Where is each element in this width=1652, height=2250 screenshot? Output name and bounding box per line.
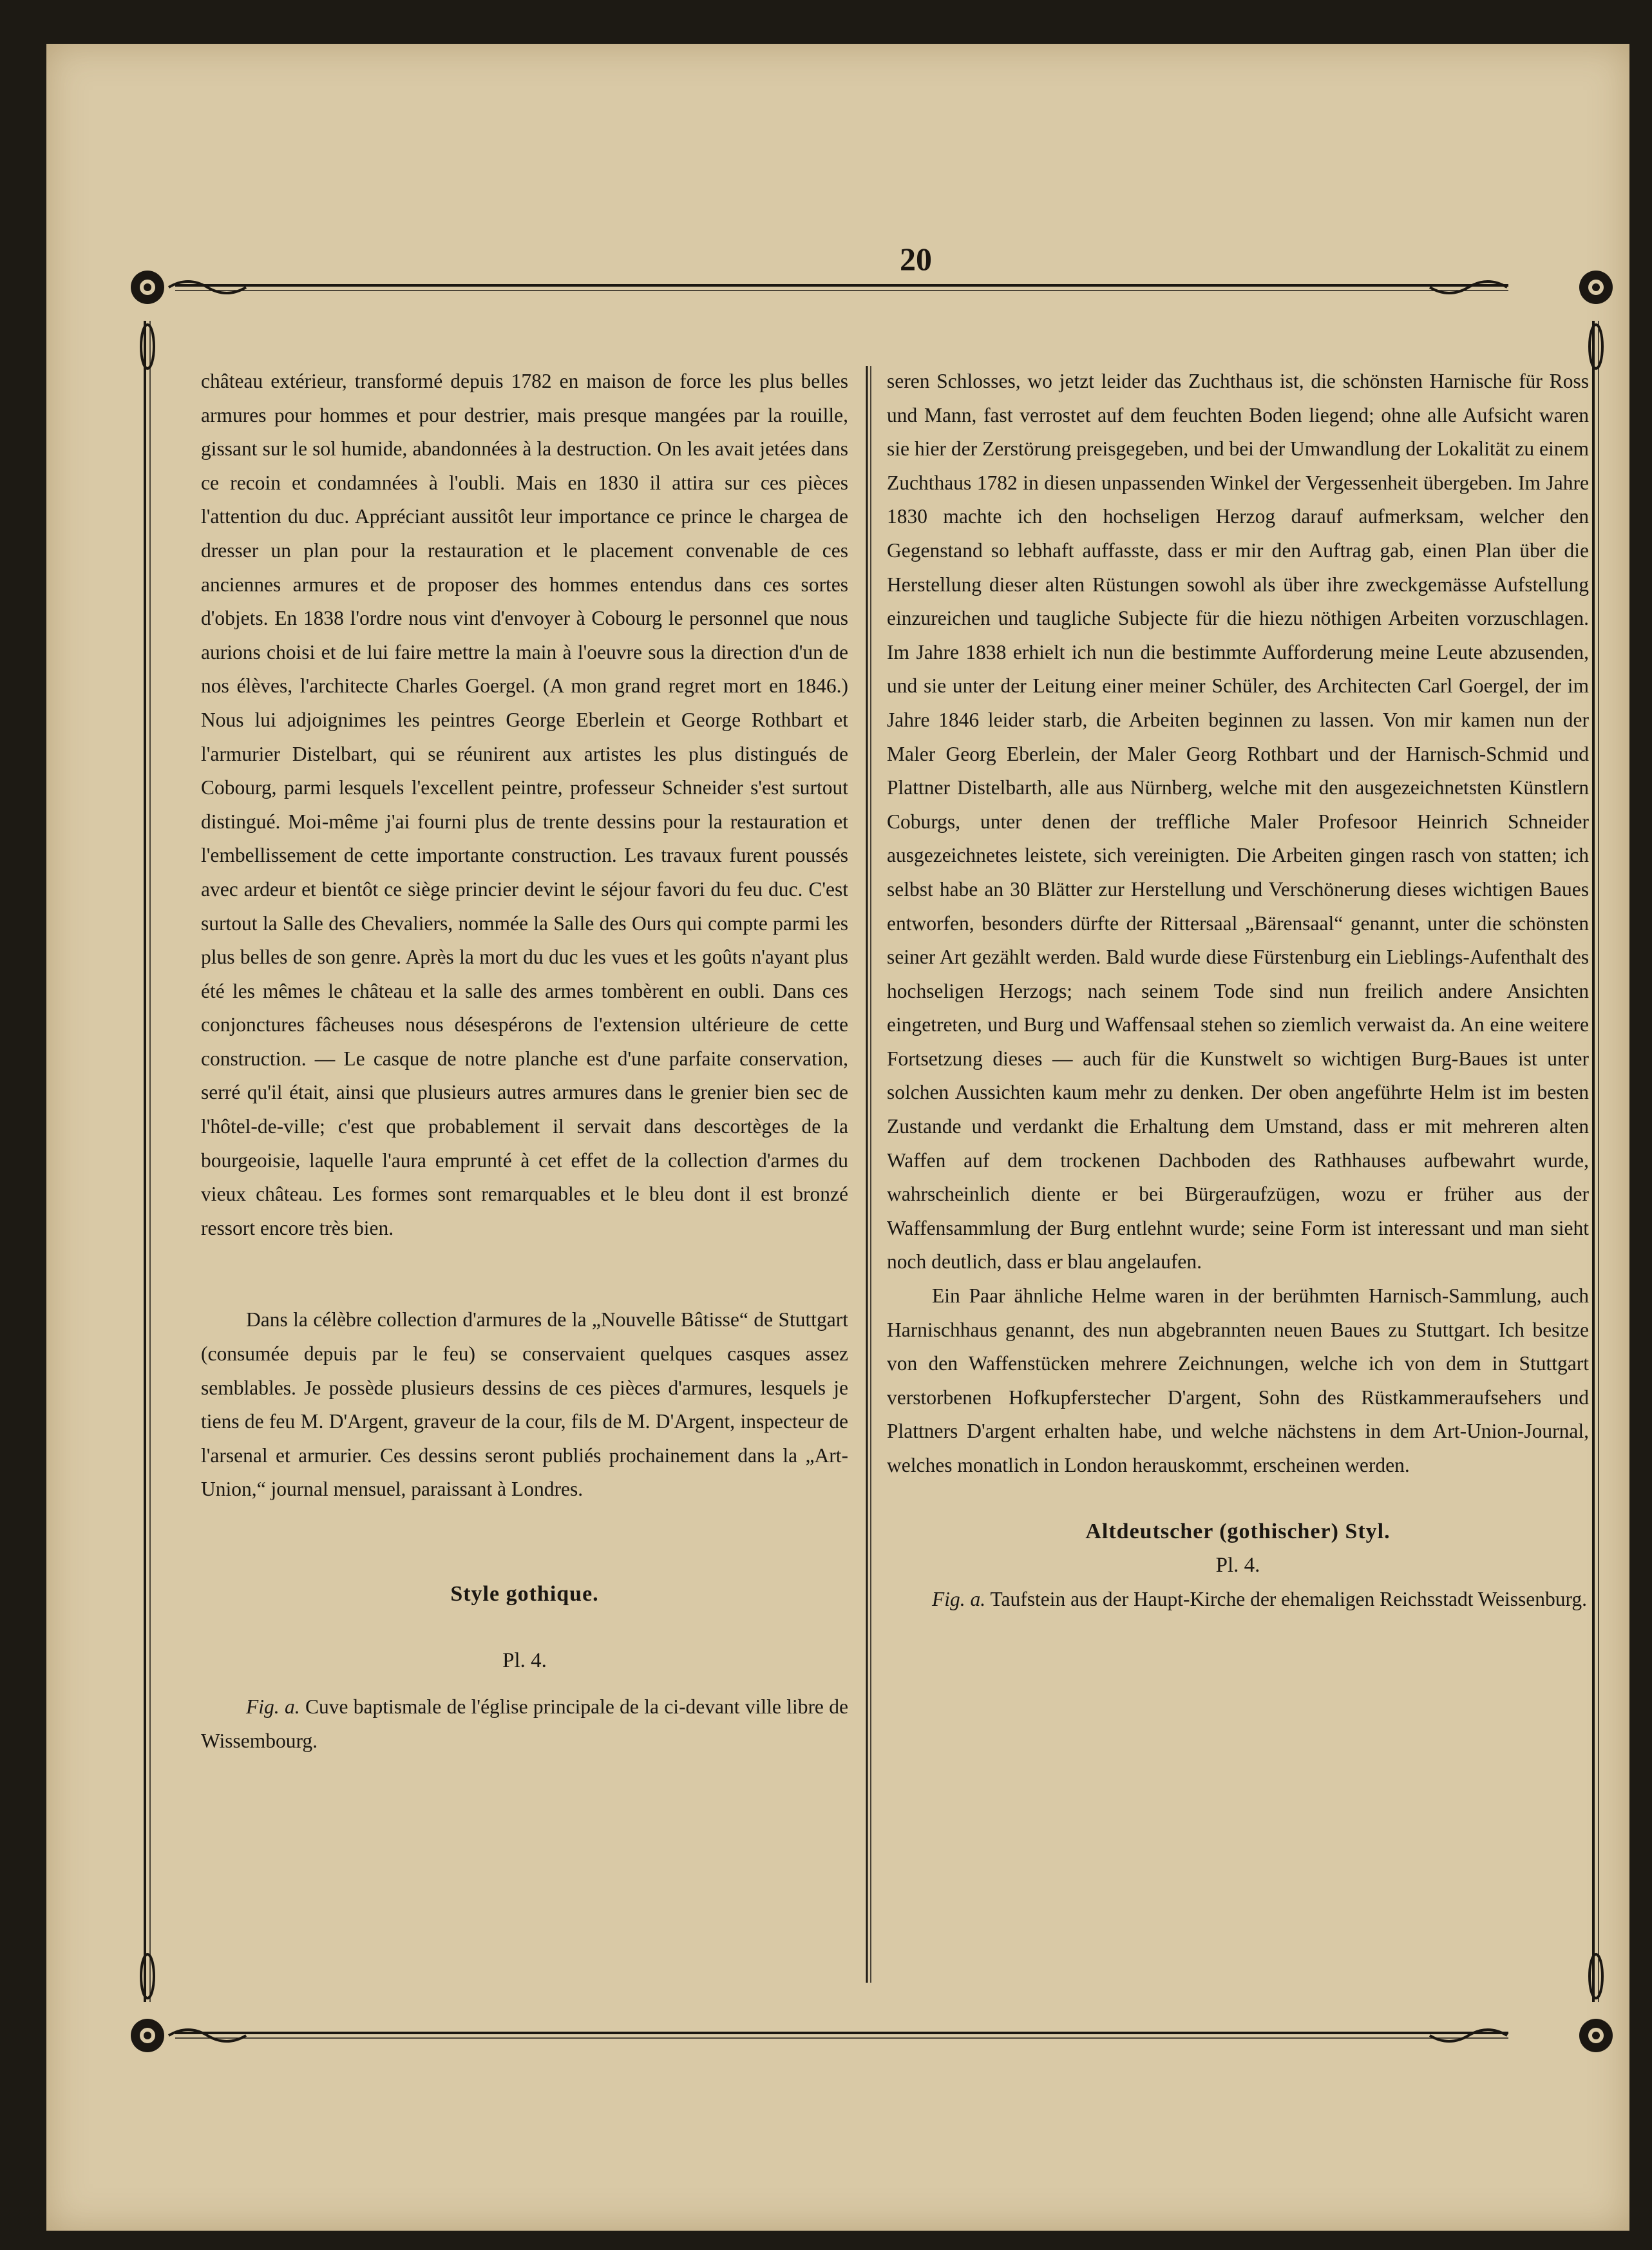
german-paragraph: seren Schlosses, wo jetzt leider das Zuchthaus ist, die schönsten Harnische für Ross und Mann, fast verrostet auf dem feuchten Boden liegend; ohne alle Aufsicht waren sie hier der Zerstörung preisgegeben, und bei der Umwandlung der Lokalität zu einem Zuchthaus 1782 in diesen unpassenden Winkel der Vergessenheit übergeben. Im Jahre 1830 machte ich den hochseligen Herzog darauf aufmerksam, welcher den Gegenstand so lebhaft auffasste, dass er mir den Auftrag gab, einen Plan über die Herstellung dieser alten Rüstungen sowohl als über ihre zweckgemässe Aufstellung einzureichen und taugliche Subjecte für die hiezu nöthigen Arbeiten vorzuschlagen. Im Jahre 1838 erhielt ich nun die bestimmte Aufforderung meine Leute abzusenden, und sie unter der Leitung einer meiner Schüler, des Architecten Carl Goergel, der im Jahre 1846 leider starb, die Arbeiten beginnen zu lassen. Von mir kamen nun der Maler Georg Eberlein, der Maler Georg Rothbart und der Harnisch-Schmid und Plattner Distelbarth, alle aus Nürnberg, welche mit den ausgezeichnetsten Künstlern Coburgs, unter denen der treffliche Maler Profesoor Heinrich Schneider ausgezeichnetes leistete, sich vereinigten. Die Arbeiten gingen rasch von statten; ich selbst habe an 30 Blätter zur Herstellung und Verschönerung dieses wichtigen Baues entworfen, besonders dürfte der Rittersaal „Bärensaal“ genannt, unter die schönsten seiner Art gezählt werden. Bald wurde diese Fürstenburg ein Lieblings-Aufenthalt des hochseligen Herzogs; nach seinem Tode sind nun freilich andere Ansichten eingetreten, und Burg und Waffensaal stehen so ziemlich verwaist da. An eine weitere Fortsetzung dieses — auch für die Kunstwelt so wichtigen Burg-Baues ist unter solchen Aussichten kaum mehr zu denken. Der oben angeführte Helm ist im besten Zustande und verdankt die Erhaltung dem Umstand, dass er mit mehreren alten Waffen auf dem trockenen Dachboden des Rathhauses aufbewahrt wurde, wahrscheinlich diente er bei Bürgeraufzügen, wozu er früher aus der Waffensammlung der Burg entlehnt wurde; seine Form ist interessant und man sieht noch deutlich, dass er blau angelaufen.: [887, 370, 1589, 1273]
book-page: [46, 44, 1629, 2231]
french-paragraph: château extérieur, transformé depuis 1782 en maison de force les plus belles armures pour hommes et pour destrier, mais presque mangées par la rouille, gissant sur le sol humide, abandonnées à la destruction. On les avait jetées dans ce recoin et condamnées à l'oubli. Mais en 1830 il attira sur ces pièces l'attention du duc. Appréciant aussitôt leur importance ce prince le chargea de dresser un plan pour la restauration et le placement convenable de ces anciennes armures et de proposer des hommes entendus dans ces sortes d'objets. En 1838 l'ordre nous vint d'envoyer à Cobourg le personnel que nous aurions choisi et de lui faire mettre la main à l'oeuvre sous la direction d'un de nos élèves, l'architecte Charles Goergel. (A mon grand regret mort en 1846.) Nous lui adjoignimes les peintres George Eberlein et George Rothbart et l'armurier Distelbart, qui se réunirent aux artistes les plus distingués de Cobourg, parmi lesquels l'excellent peintre, professeur Schneider s'est surtout distingué. Moi-même j'ai fourni plus de trente dessins pour la restauration et l'embellissement de cette importante construction. Les travaux furent poussés avec ardeur et bientôt ce siège princier devint le séjour favori du feu duc. C'est surtout la Salle des Chevaliers, nommée la Salle des Ours qui compte parmi les plus belles de son genre. Après la mort du duc les vues et les goûts n'ayant plus été les mêmes le château et la salle des armes tombèrent en oubli. Dans ces conjonctures fâcheuses nous désespérons de l'extension ultérieure de cette construction. — Le casque de notre planche est d'une parfaite conservation, serré qu'il était, ainsi que plusieurs autres armures dans le grenier bien sec de l'hôtel-de-ville; c'est que probablement il servait dans descortèges de la bourgeoisie, laquelle l'aura emprunté à cet effet de la collection d'armes du vieux château. Les formes sont remarquables et le bleu dont il est bronzé ressort encore très bien.: [201, 370, 848, 1239]
french-column: [201, 365, 848, 1758]
figure-label: Fig. a.: [932, 1587, 986, 1610]
plate-number: Pl. 4.: [1215, 1554, 1260, 1578]
french-paragraph: Dans la célèbre collection d'armures de la „Nouvelle Bâtisse“ de Stuttgart (consumée depuis par le feu) se conservaient quelques casques assez semblables. Je possède plusieurs dessins de ces pièces d'armures, lesquels je tiens de feu M. D'Argent, graveur de la cour, fils de M. D'Argent, inspecteur de l'arsenal et armurier. Ces dessins seront publiés prochainement dans la „Art-Union,“ journal mensuel, paraissant à Londres.: [201, 1308, 848, 1501]
section-title: Altdeutscher (gothischer) Styl.: [1085, 1519, 1391, 1543]
figure-label: Fig. a.: [246, 1695, 300, 1719]
figure-caption: [887, 1583, 1589, 1617]
section-title: Style gothique.: [450, 1582, 599, 1606]
page-number: 20: [900, 241, 932, 277]
figure-caption-text: Taufstein aus der Haupt-Kirche der ehemaligen Reichsstadt Weissenburg.: [990, 1587, 1587, 1610]
plate-number: Pl. 4.: [502, 1648, 547, 1672]
german-column: [887, 365, 1589, 1616]
figure-caption: [201, 1690, 848, 1758]
german-paragraph: Ein Paar ähnliche Helme waren in der berühmten Harnisch-Sammlung, auch Harnischhaus genannt, des nun abgebrannten neuen Baues zu Stuttgart. Ich besitze von den Waffenstücken mehrere Zeichnungen, welche ich von dem in Stuttgart verstorbenen Hofkupferstecher D'argent, Sohn des Rüstkammeraufsehers und Plattners D'argent erhalten habe, und welche nächstens in dem Art-Union-Journal, welches monatlich in London herauskommt, erscheinen werden.: [887, 1284, 1589, 1476]
figure-caption-text: Cuve baptismale de l'église principale de la ci-devant ville libre de Wissembourg.: [201, 1695, 848, 1752]
